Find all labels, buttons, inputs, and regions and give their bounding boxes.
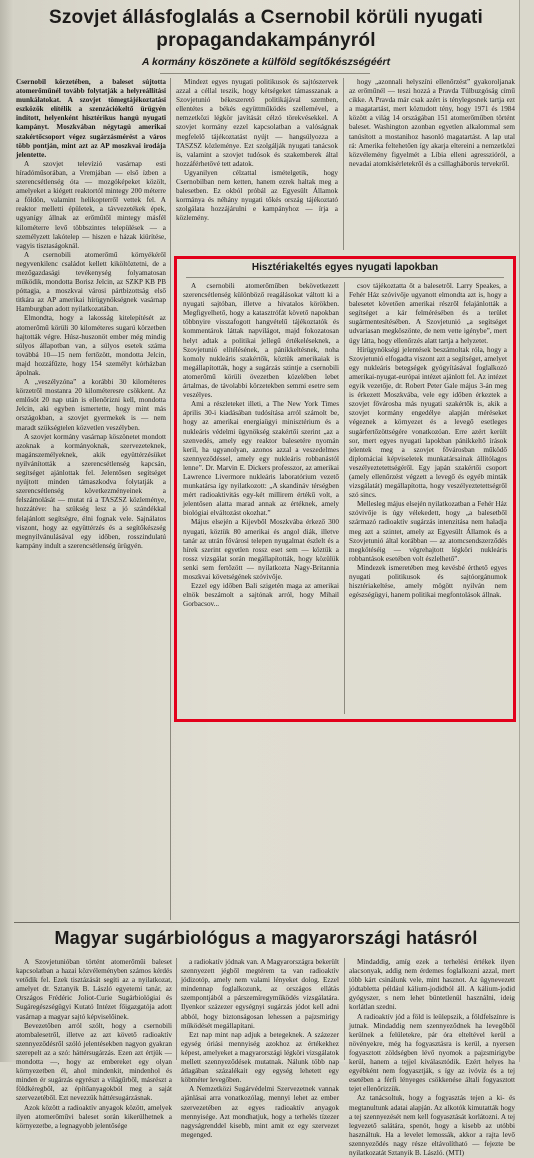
article1-paragraph: Elmondta, hogy a lakosság kitelepítését az atomerőmű körüli 30 kilométeres sugarú körzetben hajtották végre. Húsz-huszonöt ember még mindig súlyos állapotban van, a súlyos esetek száma továbbá 10—15 nem fertőzött, mondotta Jelcin, majd hozzáfűzte, hogy 154 személyt kórházban ápolnak. (16, 314, 166, 377)
article3-paragraph: A Szovjetunióban történt atomerőműi baleset kapcsolatban a hazai közvéleményben számos kérdés vetődik fel. Ezek tisztázását segíti az a nyilatkozat, amelyet dr. Sztanyik B. László egyetemi tanár, az Országos Frédéric Joliot-Curie Sugárbiológiai és Sugáregészségügyi Kutató Intézet főigazgatója adott vasárnap a magyar sajtó képviselőinek. (16, 958, 172, 1021)
article2-column-2 (349, 282, 507, 714)
article3-paragraph: A radioaktív jód a föld is leülepszik, a földfelszínre is jutnak. Mindaddig nem szennyeződnek ha levegőből kerülnek a felületekre, pár óra elteltével kerül a növényekre, még ha fogyasztásra is kerül, a nyersen fogyasztott zöldségben lévő nyomok a pajzsmirigybe kerül, hanem a tejjel kiválasztódik. Ezért helyes ha egyébként nem fogyasztják, s így az ivóvíz és a tej esetében a férfi lényeges csökkenése általi fogyasztott tejet ellenőrizzük. (349, 1012, 515, 1094)
article1-paragraph: A szovjet televízió vasárnap esti híradóműsorában, a Vremjában — első ízben a szerencsétlenség óta — mozgóképeket közölt, amelyeket a kiégett reaktortól mintegy 200 méterre a földön, valamint helikopterről vettek fel. A reaktor melletti épületek, a távvezetékek épek, ugyanígy állnak az erőműtől mintegy másfél kilométerre levő többszintes települések — a személyzett lakótelep — hiszen e házak kiürítése, vagyis tisztaságoknál. (16, 159, 166, 250)
article2-paragraph: Mellesleg május elsején nyilatkozatban a Fehér Ház szóvivője is úgy vélekedett, hogy „a balesetből származó radioaktív sugárzás intenzitása nem haladja meg azt a szintet, amely az Egyesült Államok és a Szovjetunió által korábban — az atomcsendszerződés megkötéséig — végrehajtott légköri nukleáris robbantások esetében volt észlelhető”. (349, 500, 507, 563)
article2-paragraph: Május elsején a Kijevből Moszkvába érkező 300 nyugati, köztük 80 amerikai és angol diák, illetve tanár az utrán fővárosi telepen nyugalmat észlelt és a hírek szerint egyetlen rossz eset sem — köztük a rossz vizsgálat során megállapították, hogy közülük senki sem fertőzött — nyilatkozta Nagy-Britannia moszkvai követségének szóvivője. (183, 518, 339, 581)
article3-paragraph: Bevezetőben arról szólt, hogy a csernobili atombalesetről, illetve az azt követő radioaktív szennyeződésről szóló jelentésekben nagyon gyakran szerepelt az a szó: háttérsugárzás. Ezen azt értjük — mondotta —, hogy az embereket egy olyan környezetben él, ahol mindenkit, mindenhol és minden ér sugárzás egyrészt a világűrből, másrészt a földkéregből, az építőanyagokból meg a saját szervezetéből. Ezt nevezzük háttérsugárzásnak. (16, 1021, 172, 1103)
section-divider (14, 922, 519, 923)
subheadline-rule (160, 73, 370, 74)
article3-paragraph: Az tanácsoltuk, hogy a fogyasztás tejen a ki- és megtanultunk adatai alapján. Az alkotók kimutatták hogy a tej szennyezését nem kell fogyasztását korlátozni. A tej legvezető salátára, spenót, hogy a kisebb az utóbbi használtuk. Ha a levelet lemossák, akkor a rajta levő szennyeződés nagy része eltávolítható — fejezte be nyilatkozatát Sztanyik B. László. (MTI) (349, 1094, 515, 1157)
article2-paragraph: csov tájékoztatta őt a balesetről. Larry Speakes, a Fehér Ház szóvivője ugyanott elmondta azt is, hogy a balesetet követően amerikai részről felajánlották a segítséget a kár felmérésében és a terület sugármentesítésében. A Szovjetunió „a segítséget udvariasan megköszönte, de nem vette igénybe”, mert úgy látta, hogy ellenőrzés alatt tartja a helyzetet. (349, 282, 507, 345)
column-rule (170, 78, 171, 920)
column-rule (343, 78, 344, 250)
article1-paragraph: Mindezt egyes nyugati politikusok és sajtószervek azzal a céllal teszik, hogy kétségeket támasszanak a Szovjetunió békeszerető politikájával szemben, ellentétes a békés együttműködés szellemével, a nemzetközi légkör javítását célzó törekvésekkel. A szovjet kormány ezzel kapcsolatban a valóságnak megfelelő tájékoztatást nyújt — hangsúlyozza a TASZSZ közleménye. Ezt szolgálják nyugati tanácsok is, valamint a szovjet tudósok és szakemberek által hozzáférhetővé tett adatok. (176, 78, 338, 168)
article2-paragraph: Ami a részleteket illeti, a The New York Times április 30-i kiadásában tudósítása arról számolt be, hogy az amerikai energiaügyi minisztérium és a nukleáris védelmi ügynökség szakértői szerint „az a szenvedés, amely egy reaktor balesetére nyomán keril, ha ugyanolyan, azonos azzal a veszedelmes szennyeződéssel, amely egy nukleáris robbanástól lenne”. Dr. Marvin E. Dickers professzor, az amerikai Lawrence Livermore nukleáris laboratórium vezető munkatársa így nyilatkozott: „A skandináv térségben mért radioaktivitás egy-két millirem értékű volt, a jelentősen alatta marad annak az értéknek, amely biológiai elváltozást okozhat.” (183, 400, 339, 518)
article3-column-1 (16, 958, 172, 1130)
article2-paragraph: Mindezek ismeretében meg kevésbé érthető egyes nyugati politikusok és sajtóorgánumok hisztériakeltése, amely mögött nyilván nem egészségügyi, hanem politikai megfontolások állnak. (349, 563, 507, 600)
article2-title: Hisztériakeltés egyes nyugati lapokban (251, 262, 439, 273)
article2-column-1 (183, 282, 339, 714)
article1-paragraph: A szovjet kormány vasárnap köszönetet mondott azoknak a kormányoknak, szervezeteknek, magánszemélyeknek, akik együttérzésüket nyilvánították a szerencsétlenség kapcsán, segítséget ajánlottak fel. Jelentősen segítséget nyújtott minden támaszkodva folytatják a szerencsétlenség következményeinek a felszámolását — mutat rá a TASZSZ közleménye, hozzátéve: ha szükség lesz a jó szándékkal felajánlott segítségre, élni fognak vele. Sajnálatos viszont, hogy az együttérzés és a segítőkészség megnyilvánulásával egy időben, rosszindulatú kampány indult a szerencsétlenség ürügyén. (16, 432, 166, 550)
article3-headline: Magyar sugárbiológus a magyarországi hatásról (54, 928, 478, 948)
article1-headline: Szovjet állásfoglalás a Csernobil körüli nyugati propagandakampányról (48, 7, 484, 51)
adjacent-page-edge (519, 0, 534, 1062)
article1-subheadline: A kormány köszönete a külföld segítőkészségéért (141, 56, 391, 68)
article3-column-2 (181, 958, 339, 1139)
article1-lead-paragraph: Csernobil körzetében, a baleset sújtotta atomerőműnél tovább folytatják a helyreállítási munkálatokat. A szovjet tömegtájékoztatási eszközök elítélik a szenzációkeltő ürügyén indított, helyenként hisztérikus hangú nyugati kampányt. Moszkvában négytagú amerikai szakértőcsoport végez sugárzásmérést a város több pontján, mint azt az AP moszkvai irodája jelentette. (16, 78, 166, 159)
article1-paragraph: A „veszélyzóna” a korábbi 30 kilométeres körzetről mostanra 20 kilométeresre csökkent. Az emlősöt 20 nap után is ellenőrizni kell, mondotta Jelcin, aki egyben ismertette, hogy mint más országokban, a szovjet gyermekek is — nem maradt szükségtelen közvetlen veszélyben. (16, 378, 166, 432)
article2-paragraph: Hírügynökségi jelentések beszámoltak róla, hogy a Szovjetunió elfogadta viszont azt a segítséget, amelyet egy nukleáris betegségek gyógyításával foglalkozó amerikai-nyugat-európai intézet ajánlott fel. Az intézet egyik vezetője, dr. Robert Peter Gale május 3-án meg is érkezett Moszkvába, vele egy időben érkeztek a szovjet fővárosba más nyugati szakértők is, akik a szovjet kormány engedélye alapján méréseket végeznek a környezet és a levegő esetleges sugárfertőzöttségére vonatkozóan. Erre azért került sor, mert egyes nyugati lapokban pánikkeltő írások jelentek meg a szovjet fővárosban működő diplomáciai képviseletek munkatársainak állítólagos veszélyeztetettségéről. Egy japán szakértői csoport (amely ellenőrzést végzett a levegő és egyéb minták vizsgálatát) megállapította, hogy veszélyeztetettségről szó sincs. (349, 345, 507, 500)
article3-paragraph: Mindaddig, amíg ezek a terhelési értékek ilyen alacsonyak, addig nem érdemes foglalkozni azzal, mert több kárt csinálunk vele, mint hasznot. Az ügynevezett jódtabletta például kálium-jodidból áll. A kálium-jodid gyógyszer, s nem lehet büntetlenül használni, ideig korlátlan szedni. (349, 958, 515, 1012)
article1-column-3 (349, 78, 515, 250)
article1-column-2 (176, 78, 338, 250)
article3-paragraph: a radiokatív jódnak van. A Magyarországra bekerült szennyezett jégből megtérem ta van radioaktív jódizotóp, amely nem valami lényeket dolog. Ezzel mindennap foglalkozunk, az országos ellátás szempontjából a párszemíregyműködés vizsgálatára. Ilyenkor százezer egységnyi sugárzás jódot kell adni abból, hogy biztonságosan lehessen a pajzsmirigy működését megállapítani. (181, 958, 339, 1030)
article1-paragraph: A csernobili atomerőmű környékéről negyvenkilenc családot kellett kiköltöztetni, de a mezőgazdasági tevékenység folyamatosan működik, mondotta Borisz Jelcin, az SZKP KB PB póttagja, a moszkvai városi pártbizottság első titkára az AP amerikai hírügynökségnek vasárnap Hamburgban adott nyilatkozatában. (16, 250, 166, 314)
article1-paragraph: Ugyanilyen célzattal ismételgetik, hogy Csernobilban nem ketten, hanem ezrek haltak meg a balesetben. Ez okból próbál az Egyesült Államok kormánya és néhány nyugati tőkés ország tájékoztató szolgálata hozzájárulni e kampányhoz — írja a közlemény. (176, 168, 338, 223)
column-rule (176, 958, 177, 1060)
article3-paragraph: A Nemzetközi Sugárvédelmi Szervezetnek vannak ajánlásai arra vonatkozólag, mennyi lehet az ember szervezetében az egyes radioaktív anyagok mennyisége. Azt mondhatjuk, hogy a terhelés tízezer nagyságrenddel kisebb, mint amit ez egy szervezet megenged. (181, 1085, 339, 1139)
article2-paragraph: A csernobili atomerőműben bekövetkezett szerencsétlenség különböző reagálásokat váltott ki a nyugati sajtóban, illetve a hivatalos körökben. Megfigyelhető, hogy a katasztrófát követő napokban többnyire visszafogott hangvételű tájékoztatók és kommentárok láttak napvilágot, majd fokozatosan helyt adtak a politikai jellegű értékeléseknek, a Szovjetunió elítélésének, a pánikkeltésnek, noha komoly nukleáris szakértők, köztük amerikaiak is megállapították, hogy a sugárzás szintje a csernobili atomerőmű körüli övezetben közelében lebet ártalmas, de távolabbi körzetekben semmi esetre sem veszélyes. (183, 282, 339, 400)
article3-column-3 (349, 958, 515, 1157)
article2-paragraph: Ezzel egy időben Bali szigetén maga az amerikai elnök beszámolt a sajtónak arról, hogy Mihail Gorbacsov... (183, 582, 339, 609)
column-rule (344, 958, 345, 1060)
article3-paragraph: Ezt nap mint nap adjuk a betegeknek. A százezer egység óriási mennyiség azokhoz az értékekhez képest, amelyeket a magyarországi légköri vizsgálatok mellett szennyeződések mutatnak. Nálunk több nap átlagában százalékait egy egység lehetett egy köbméter levegőben. (181, 1030, 339, 1085)
page-edge-shadow (0, 0, 14, 1062)
column-rule (344, 282, 345, 714)
article1-paragraph: hogy „azonnali helyszíni ellenőrzést” gyakoroljanak az erőműnél — teszi hozzá a Pravda Túlbuzgóság című cikke. A Pravda már csak azért is ténylegesnek tartja ezt a magatartást, mert köztudott tény, hogy 1971 és 1984 között a világ 14 országában 151 atomerőműben történt baleset. Washington azonban egyetlen alkalommal sem tanúsított a mostanihoz hasonló magatartást. A lap utal rá: Amerika feltehetően így akarja eltereini a nemzetközi közvélemény figyelmét a Líbia elleni agresszióról, a nevadai atomkísérletekről és a csillagháborús tervekről. (349, 78, 515, 168)
article1-column-1 (16, 78, 166, 920)
article2-title-rule (186, 277, 504, 278)
article3-paragraph: Azok között a radioaktív anyagok között, amelyek ilyen atomerőművi baleset során kikerülhetnek a környezetbe, a legnagyobb jelentősége (16, 1103, 172, 1130)
